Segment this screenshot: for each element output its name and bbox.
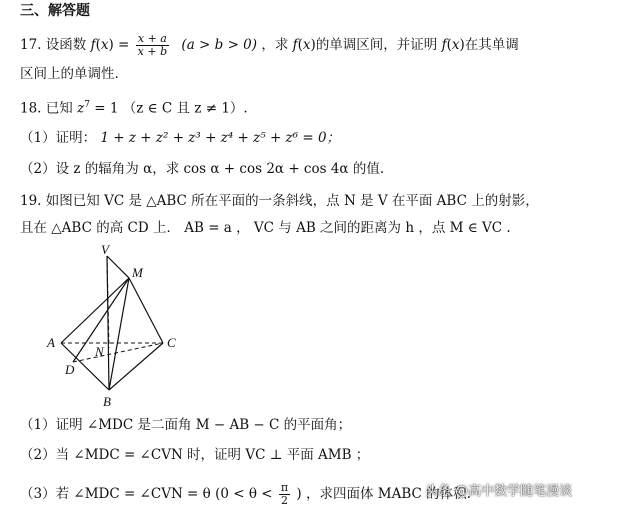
edge-V-M bbox=[107, 256, 129, 278]
q17-number: 17. bbox=[20, 37, 42, 53]
q18-number: 18. bbox=[20, 100, 42, 117]
q19-part1: （1）证明 ∠MDC 是二面角 M − AB − C 的平面角； bbox=[20, 417, 352, 433]
q18-part1 bbox=[20, 129, 340, 147]
section-heading: 三、解答题 bbox=[20, 3, 90, 19]
q19-part2: （2）当 ∠MDC = ∠CVN 时，证明 VC ⊥ 平面 AMB ； bbox=[20, 447, 370, 463]
edge-D-C bbox=[73, 343, 163, 362]
q19-line1-text: 如图已知 VC 是 △ABC 所在平面的一条斜线，点 N 是 V 在平面 ABC 上的射影， bbox=[45, 193, 539, 209]
q17-x: x bbox=[100, 37, 109, 53]
q17-text-pre: 设函数 bbox=[45, 37, 87, 53]
label-D: D bbox=[65, 362, 75, 377]
q19-line1 bbox=[20, 192, 539, 210]
q19-part3 bbox=[20, 482, 471, 507]
q18-exp: 7 bbox=[84, 100, 90, 110]
q17-fraction bbox=[136, 33, 169, 58]
edge-B-C bbox=[109, 343, 163, 390]
q17-frac-num: x + a bbox=[137, 32, 167, 45]
q19-part3-fraction bbox=[279, 482, 290, 507]
q18-part2-label: （2）设 bbox=[20, 161, 70, 177]
q18-part1-expr: 1 + z + z² + z³ + z⁴ + z⁵ + z⁶ = 0； bbox=[100, 130, 341, 146]
q19-line2: 且在 △ABC 的高 CD 上． AB = a ， VC 与 AB 之间的距离为 h ，点 M ∈ VC . bbox=[20, 220, 511, 236]
q17-frac-den: x + b bbox=[137, 45, 168, 58]
q19-part3-post: ，求四面体 MABC 的体积. bbox=[305, 486, 471, 502]
q17-condition: (a > b > 0) bbox=[181, 37, 258, 53]
q18-text-pre: 已知 bbox=[45, 100, 73, 117]
label-B: B bbox=[103, 394, 111, 409]
q19-part3-cond-close: ) bbox=[296, 486, 302, 502]
q19-part3-pre: （3）若 ∠MDC = ∠CVN = θ bbox=[20, 486, 211, 502]
q18-part2 bbox=[20, 160, 384, 178]
watermark: 头条 @高中数学随笔漫谈 bbox=[425, 484, 573, 499]
tetrahedron-svg bbox=[45, 240, 190, 410]
q17-fx: f bbox=[90, 37, 96, 53]
q18-part1-label: （1）证明： bbox=[20, 130, 97, 146]
q18-part2-text: z 的辐角为 α，求 cos α + cos 2α + cos 4α 的值. bbox=[73, 161, 385, 177]
label-M: M bbox=[132, 265, 143, 280]
q17-line2: 区间上的单调性. bbox=[20, 66, 119, 82]
q19-number: 19. bbox=[20, 193, 42, 209]
edge-V-B bbox=[107, 256, 109, 390]
label-V: V bbox=[101, 242, 109, 257]
q18-eq: = 1 bbox=[94, 100, 119, 117]
label-A: A bbox=[47, 335, 55, 350]
q17-end: 在其单调 bbox=[464, 37, 519, 53]
edge-M-C bbox=[129, 278, 163, 343]
tetrahedron-figure bbox=[45, 240, 190, 410]
q19-part3-cond-open: (0 < θ < bbox=[215, 486, 273, 502]
q17-mid: ，求 bbox=[261, 37, 289, 53]
label-C: C bbox=[167, 335, 176, 350]
q18-line1 bbox=[20, 96, 248, 118]
q17-line1: 17. 设函数 f(x) = $\frac{x + a}{x + b}$ (a > b > 0) ，求 f(x)的单调区间，并证明 f(x)在其单调 bbox=[20, 32, 519, 58]
q19-part3-pi: π bbox=[280, 481, 289, 494]
q18-cond: （z ∈ C 且 z ≠ 1）. bbox=[122, 100, 248, 117]
q17-mid2: 的单调区间，并证明 bbox=[315, 37, 438, 53]
label-N: N bbox=[95, 344, 104, 359]
q19-part3-two: 2 bbox=[280, 494, 288, 507]
q18-z: z bbox=[77, 100, 85, 117]
